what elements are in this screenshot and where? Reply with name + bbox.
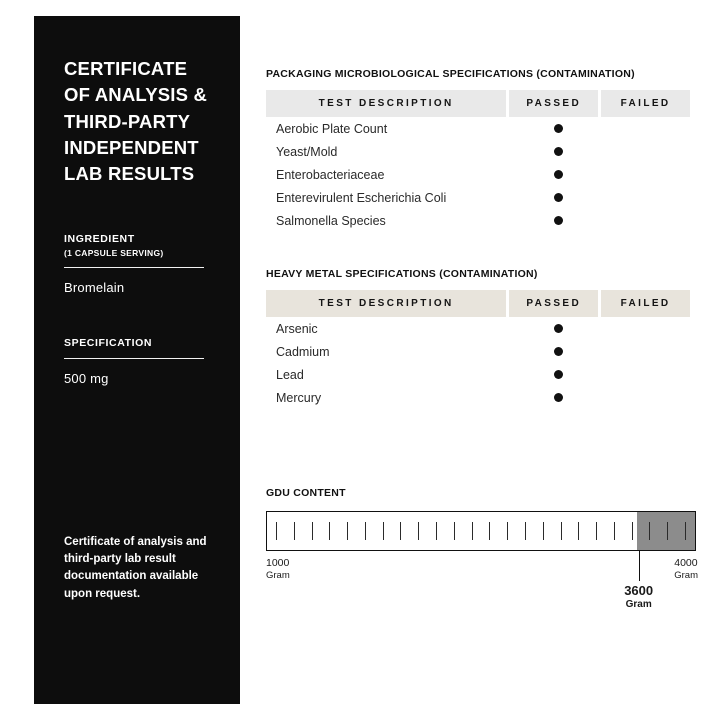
table-row (266, 386, 690, 409)
column-header-passed: PASSED (509, 90, 598, 117)
filled-dot-icon (554, 370, 563, 379)
filled-dot-icon (554, 193, 563, 202)
gauge-tick (561, 522, 562, 540)
specification-block (64, 337, 214, 386)
gauge-min-unit: Gram (266, 570, 290, 582)
gauge-bar (266, 511, 696, 551)
gauge-tick (578, 522, 579, 540)
failed-mark (601, 140, 690, 163)
gauge-value-marker (639, 551, 640, 581)
gauge-tick (525, 522, 526, 540)
ingredient-label: INGREDIENT (64, 233, 135, 246)
test-description: Enterobacteriaceae (276, 167, 385, 182)
failed-mark (601, 386, 690, 409)
failed-mark (601, 209, 690, 232)
gauge-tick (276, 522, 277, 540)
failed-mark (601, 317, 690, 340)
failed-mark (601, 340, 690, 363)
page-title: CERTIFICATE OF ANALYSIS & THIRD-PARTY INDEPENDENT LAB RESULTS (64, 58, 208, 185)
gauge-tick (347, 522, 348, 540)
failed-mark (601, 186, 690, 209)
passed-mark (509, 317, 598, 340)
test-description: Yeast/Mold (276, 144, 338, 159)
gauge-tick (294, 522, 295, 540)
ingredient-sublabel: (1 CAPSULE SERVING) (64, 248, 164, 259)
filled-dot-icon (554, 216, 563, 225)
table-row (266, 340, 690, 363)
gauge-tick (632, 522, 633, 540)
divider (64, 358, 204, 359)
test-description: Enterevirulent Escherichia Coli (276, 190, 447, 205)
gauge-tick (400, 522, 401, 540)
gauge-tick (507, 522, 508, 540)
filled-dot-icon (554, 124, 563, 133)
specification-value: 500 mg (64, 371, 109, 387)
gauge-tick (649, 522, 650, 540)
table-row (266, 163, 690, 186)
gauge-current-value (624, 583, 653, 612)
ingredient-value: Bromelain (64, 280, 125, 296)
test-description: Cadmium (276, 344, 330, 359)
gauge-tick (489, 522, 490, 540)
gauge-max-value: 4000 (674, 557, 698, 569)
filled-dot-icon (554, 347, 563, 356)
specification-label: SPECIFICATION (64, 337, 153, 350)
gauge-tick (543, 522, 544, 540)
gauge-tick (596, 522, 597, 540)
section-microbiological (266, 68, 696, 232)
passed-mark (509, 209, 598, 232)
gauge-tick (329, 522, 330, 540)
column-header-passed: PASSED (509, 290, 598, 317)
filled-dot-icon (554, 147, 563, 156)
gdu-gauge (266, 511, 698, 611)
table-header-row (266, 90, 690, 117)
passed-mark (509, 163, 598, 186)
gauge-tick (418, 522, 419, 540)
filled-dot-icon (554, 170, 563, 179)
gauge-max-label (674, 557, 698, 582)
table-row (266, 117, 690, 140)
gauge-tick (365, 522, 366, 540)
column-header-failed: FAILED (601, 90, 690, 117)
section-title: PACKAGING MICROBIOLOGICAL SPECIFICATIONS (CONTAMINATION) (266, 68, 635, 80)
heavy-metal-spec-table (263, 290, 693, 409)
gdu-title: GDU CONTENT (266, 487, 346, 499)
gauge-tick-marks (267, 512, 695, 550)
gauge-tick (472, 522, 473, 540)
passed-mark (509, 186, 598, 209)
test-description: Lead (276, 367, 304, 382)
gauge-tick (454, 522, 455, 540)
passed-mark (509, 140, 598, 163)
section-heavy-metal (266, 268, 696, 409)
gauge-value-unit: Gram (625, 599, 652, 611)
failed-mark (601, 363, 690, 386)
column-header-test-description: TEST DESCRIPTION (266, 90, 506, 117)
section-gdu-content (266, 487, 698, 611)
passed-mark (509, 363, 598, 386)
availability-note: Certificate of analysis and third-party lab result documentation available upon request. (64, 535, 207, 600)
test-description: Arsenic (276, 321, 318, 336)
gauge-min-value: 1000 (266, 557, 290, 569)
gauge-value-number: 3600 (624, 583, 654, 598)
table-row (266, 363, 690, 386)
gauge-tick (436, 522, 437, 540)
table-row (266, 209, 690, 232)
test-description: Mercury (276, 390, 322, 405)
gauge-tick (383, 522, 384, 540)
test-description: Salmonella Species (276, 213, 386, 228)
column-header-failed: FAILED (601, 290, 690, 317)
certificate-left-panel (34, 16, 240, 704)
table-header-row (266, 290, 690, 317)
gauge-tick (685, 522, 686, 540)
test-description: Aerobic Plate Count (276, 121, 388, 136)
main-content (266, 16, 698, 611)
failed-mark (601, 163, 690, 186)
filled-dot-icon (554, 324, 563, 333)
divider (64, 267, 204, 268)
gauge-tick (312, 522, 313, 540)
section-title: HEAVY METAL SPECIFICATIONS (CONTAMINATION) (266, 268, 538, 280)
filled-dot-icon (554, 393, 563, 402)
passed-mark (509, 386, 598, 409)
gauge-tick (614, 522, 615, 540)
gauge-tick (667, 522, 668, 540)
passed-mark (509, 340, 598, 363)
table-row (266, 140, 690, 163)
table-row (266, 186, 690, 209)
column-header-test-description: TEST DESCRIPTION (266, 290, 506, 317)
ingredient-block (64, 233, 214, 295)
microbiological-spec-table (263, 90, 693, 232)
table-row (266, 317, 690, 340)
passed-mark (509, 117, 598, 140)
failed-mark (601, 117, 690, 140)
gauge-max-unit: Gram (674, 570, 698, 582)
gauge-min-label (266, 557, 290, 582)
